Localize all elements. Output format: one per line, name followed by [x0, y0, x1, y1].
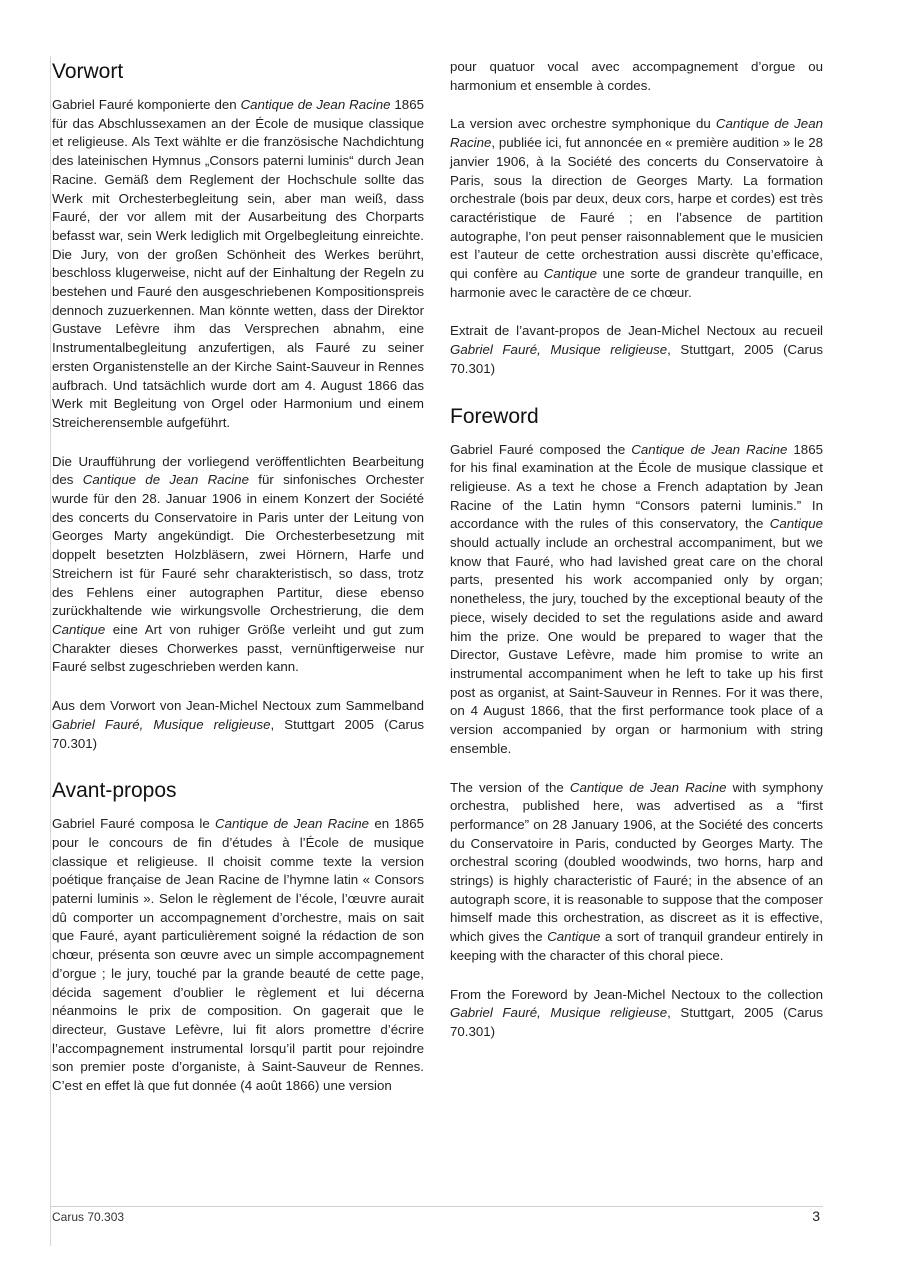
margin-rule — [50, 56, 51, 1246]
heading-vorwort: Vorwort — [52, 60, 124, 83]
page-number: 3 — [812, 1208, 820, 1224]
heading-foreword: Foreword — [450, 404, 539, 428]
avant-propos-paragraph-1: Gabriel Fauré composa le Cantique de Jean Racine en 1865 pour le concours de fin d’études à l’École de musique classique et religieuse. Il choisit comme texte la version poétique française de Jean Racine de l’hymne latin « Consors paterni luminis ». Selon le règlement de l’école, l’œuvre aurait dû comporter un accompagnement d’orchestre, mais on sait que Fauré, ayant particulièrement soigné la rédaction de son chœur, présenta son œuvre avec un simple accompagnement d’orgue ; le jury, touché par la grande beauté de cette page, décida sagement d’oublier le règlement et lui décerna néanmoins le prix de composition. On gagerait que le directeur, Gustave Lefèvre, lui fit alors promettre d’écrire l’accompagnement instrumental lorsqu’il partit pour rejoindre son premier poste d’organiste, à Saint-Sauveur de Rennes. C’est en effet là que fut donnée (4 août 1866) une version — [52, 816, 424, 1094]
vorwort-paragraph-2: Die Uraufführung der vorliegend veröffentlichten Bearbeitung des Cantique de Jean Racine für sinfonisches Orchester wurde für den 28. Januar 1906 in einem Konzert der Société des concerts du Conservatoire in Paris unter der Leitung von Georges Marty angekündigt. Die Orchesterbesetzung mit doppelt besetzten Holzbläsern, zwei Hörnern, Harfe und Streichern ist für Fauré sehr charakteristisch, so dass, trotz des Fehlens einer autographen Partitur, diese ebenso zurückhaltende wie wirkungsvolle Orchestrierung, die dem Cantique eine Art von ruhiger Größe verleiht und gut zum Charakter dieses Chorwerkes passt, vernünftigerweise nur Fauré selbst zugeschrieben werden kann. — [52, 453, 424, 675]
foreword-paragraph-3: From the Foreword by Jean-Michel Nectoux to the collection Gabriel Fauré, Musique religieuse, Stuttgart, 2005 (Carus 70.301) — [450, 986, 823, 1039]
avant-propos-paragraph-1-continued: pour quatuor vocal avec accompagnement d’orgue ou harmonium et ensemble à cordes. — [450, 59, 823, 93]
right-column — [450, 58, 823, 1062]
left-column — [52, 58, 424, 1116]
italic-title: Cantique de Jean Racine — [631, 441, 788, 457]
italic-title: Cantique — [769, 516, 823, 532]
foreword-paragraph-2: The version of the Cantique de Jean Racine with symphony orchestra, published here, was advertised as a “first performance” on 28 January 1906, at the Société des concerts du Conservatoire in Paris, conducted by Georges Marty. The orchestral scoring (doubled woodwinds, two horns, harp and strings) is highly characteristic of Fauré; in the absence of an autograph score, it is reasonable to suppose that the composer himself made this orchestration, as discreet as it is effective, which gives the Cantique a sort of tranquil grandeur entirely in keeping with the character of this choral piece. — [450, 779, 823, 963]
italic-title: Gabriel Fauré, Musique religieuse — [450, 1005, 668, 1021]
italic-title: Gabriel Fauré, Musique religieuse — [450, 342, 668, 358]
italic-title: Cantique — [52, 621, 106, 637]
avant-propos-paragraph-3: Extrait de l’avant-propos de Jean-Michel Nectoux au recueil Gabriel Fauré, Musique religieuse, Stuttgart, 2005 (Carus 70.301) — [450, 323, 823, 376]
italic-title: Cantique de Jean Racine — [82, 472, 249, 488]
avant-propos-paragraph-2: La version avec orchestre symphonique du Cantique de Jean Racine, publiée ici, fut annoncée en « première audition » le 28 janvier 1906, à la Société des concerts du Conservatoire à Paris, sous la direction de Georges Marty. La formation orchestrale (bois par deux, deux cors, harpe et cordes) est très caractéristique de Fauré ; en l’absence de partition autographe, l’on peut penser raisonnablement que le musicien est l’auteur de cette orchestration aussi discrète qu’efficace, qui confère au Cantique une sorte de grandeur tranquille, en harmonie avec le caractère de ce chœur. — [450, 116, 824, 300]
italic-title: Cantique de Jean Racine — [569, 779, 727, 795]
vorwort-paragraph-3: Aus dem Vorwort von Jean-Michel Nectoux zum Sammelband Gabriel Fauré, Musique religieuse, Stuttgart 2005 (Carus 70.301) — [52, 698, 424, 751]
foreword-paragraph-1: Gabriel Fauré composed the Cantique de Jean Racine 1865 for his final examination at the École de musique classique et religieuse. As a text he chose a French adaptation by Jean Racine of the Latin hymn “Consors paterni luminis.” In accordance with the rules of this conservatory, the Cantique should actually include an orchestral accompaniment, but we know that Fauré, who had lavished great care on the choral parts, presented his work accompanied only by organ; nonetheless, the jury, touched by the exceptional beauty of the piece, wisely decided to set the regulations aside and award him the prize. One would be prepared to wager that the Director, Gustave Lefèvre, made him promise to write an instrumental accompaniment when he left to take up his first post as organist, at Saint-Sauveur in Rennes. For it was there, on 4 August 1866, that the first performance took place of a version accompanied by organ or harmonium with string ensemble. — [450, 441, 823, 756]
italic-title: Gabriel Fauré, Musique religieuse — [52, 716, 271, 732]
vorwort-paragraph-1: Gabriel Fauré komponierte den Cantique de Jean Racine 1865 für das Abschlussexamen an der École de musique classique et religieuse. Als Text wählte er die französische Nachdichtung des lateinischen Hymnus „Consors paterni luminis“ durch Jean Racine. Gemäß dem Reglement der Hochschule sollte das Werk mit Orchesterbegleitung sein, aber man weiß, dass Fauré, der vor allem mit der Ausarbeitung des Chorparts befasst war, sein Werk lediglich mit Orgelbegleitung einreichte. Die Jury, von der großen Schönheit des Werkes berührt, beschloss klugerweise, nicht auf der Einhaltung der Regeln zu bestehen und Fauré den ausgeschriebenen Kompositionspreis dennoch zuzuerkennen. Man könnte wetten, dass der Direktor Gustave Lefèvre ihm das Versprechen abnahm, eine Instrumentalbegleitung anzufertigen, als Fauré zu seiner ersten Organistenstelle an der Kirche Saint-Sauveur in Rennes aufbrach. Und tatsächlich wurde dort am 4. August 1866 das Werk mit Begleitung von Orgel oder Harmonium und einem Streicherensemble aufgeführt. — [52, 97, 424, 430]
italic-title: Cantique de Jean Racine — [240, 97, 391, 112]
italic-title: Cantique — [543, 266, 598, 282]
italic-title: Cantique de Jean Racine — [215, 816, 370, 832]
footer-rule — [50, 1206, 823, 1207]
italic-title: Cantique — [547, 929, 601, 945]
footer-catalog-number: Carus 70.303 — [52, 1210, 125, 1224]
italic-title: Cantique de Jean Racine — [450, 116, 823, 151]
heading-avant-propos: Avant-propos — [52, 779, 177, 803]
